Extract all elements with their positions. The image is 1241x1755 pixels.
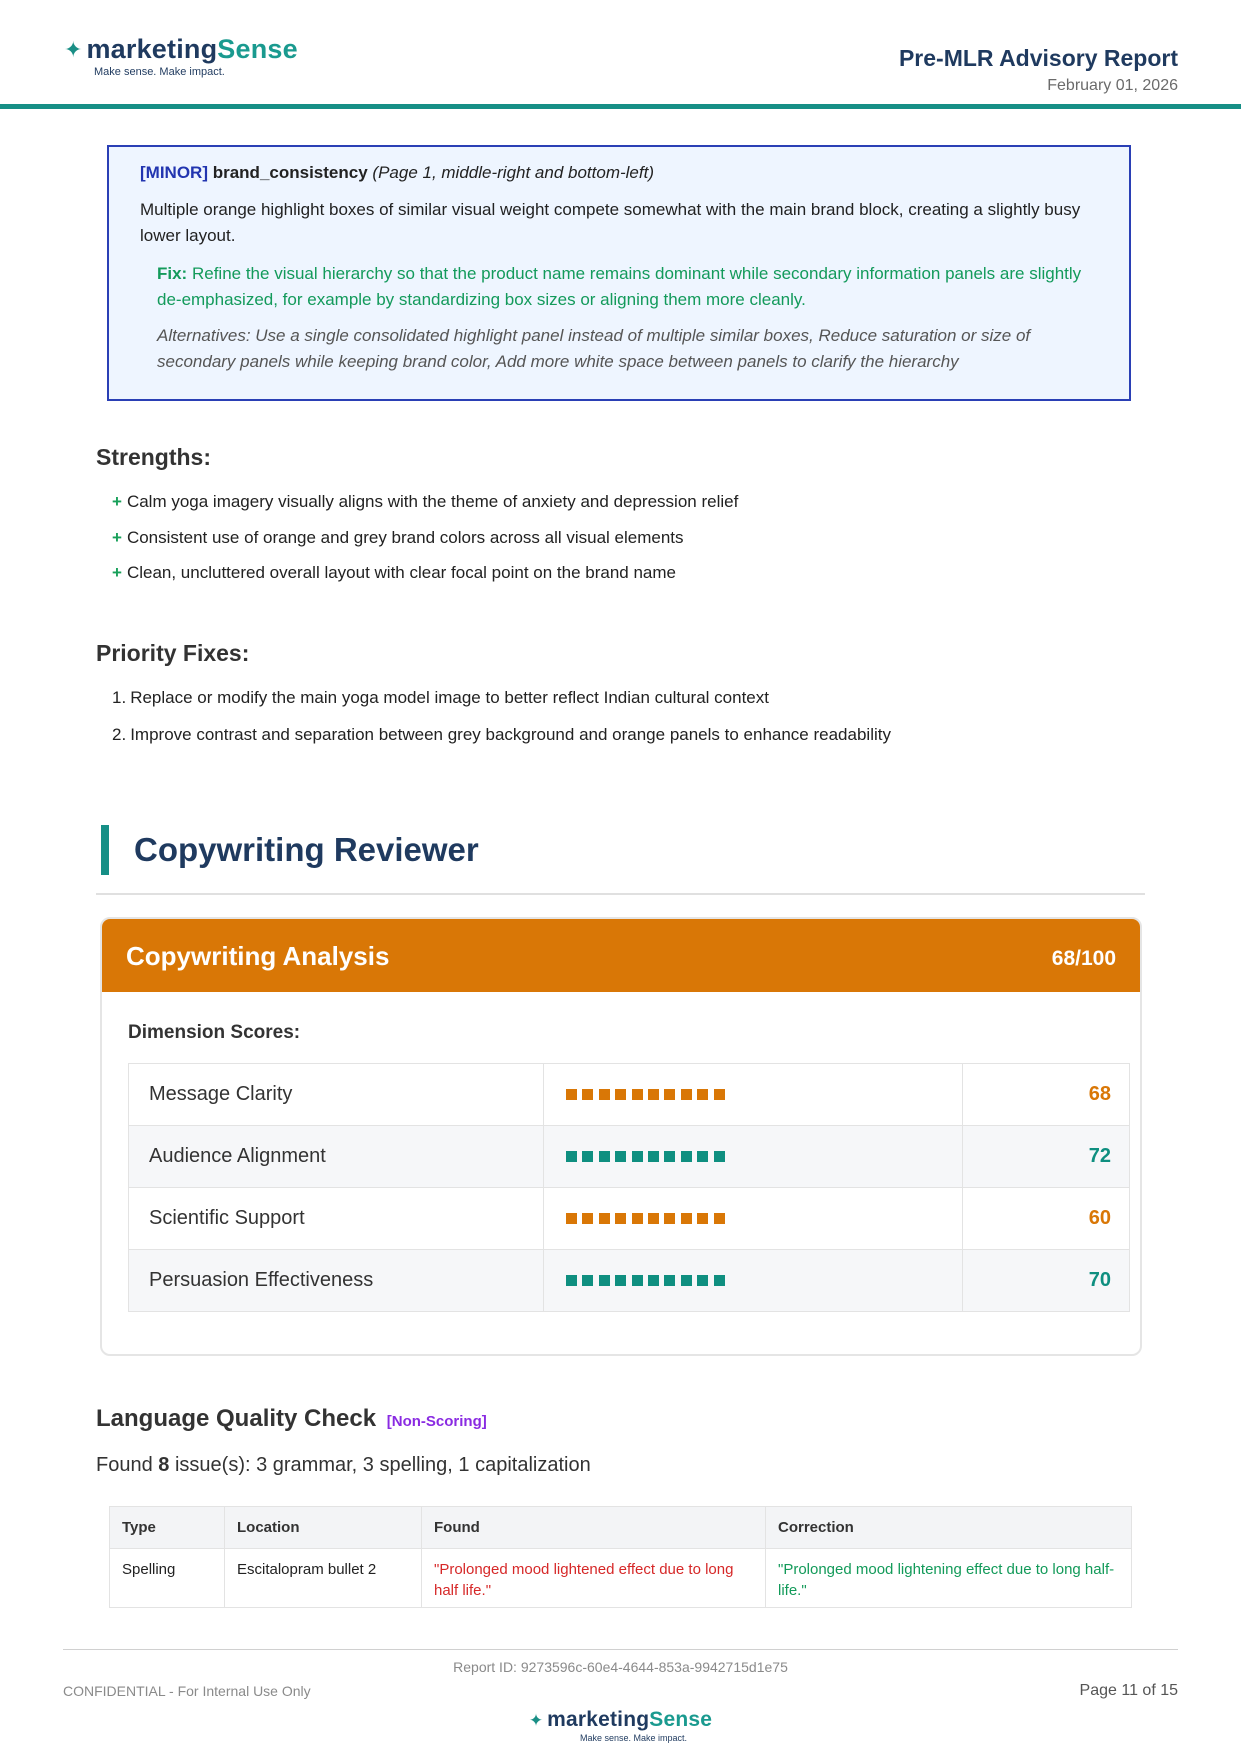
plus-icon: + — [112, 527, 122, 547]
issue-description: Multiple orange highlight boxes of similar visual weight compete somewhat with the main brand block, creating a slightly busy lower layout. — [140, 200, 1081, 245]
dimension-scores-table — [128, 1063, 1130, 1312]
score-square — [697, 1089, 708, 1100]
issues-summary: Found 8 issue(s): 3 grammar, 3 spelling, 1 capitalization — [96, 1454, 591, 1476]
section-title: Copywriting Reviewer — [134, 831, 479, 868]
score-square — [648, 1151, 659, 1162]
score-square — [648, 1213, 659, 1224]
brand-name: marketingSense — [86, 34, 298, 64]
dimension-row — [129, 1188, 1130, 1250]
issue-location: (Page 1, middle-right and bottom-left) — [372, 163, 654, 182]
cell-type: Spelling — [110, 1549, 225, 1608]
col-header-location: Location — [225, 1507, 422, 1549]
dimension-name: Audience Alignment — [129, 1126, 544, 1188]
brand-tagline: Make sense. Make impact. — [94, 66, 225, 78]
score-square — [648, 1089, 659, 1100]
fix-label: Fix: — [157, 264, 188, 283]
cell-correction: "Prolonged mood lightening effect due to long half-life." — [766, 1549, 1132, 1608]
dimension-score-bar — [544, 1188, 963, 1250]
footer-logo — [0, 1708, 1241, 1743]
sparkle-icon: ✦ — [64, 36, 83, 62]
copywriting-analysis-card — [100, 917, 1142, 1356]
score-square — [566, 1275, 577, 1286]
dimension-score-bar — [544, 1064, 963, 1126]
score-square — [664, 1275, 675, 1286]
list-item: + Calm yoga imagery visually aligns with the theme of anxiety and depression relief — [112, 490, 738, 526]
score-square — [681, 1089, 692, 1100]
sparkle-icon: ✦ — [528, 1710, 544, 1730]
issue-alternatives: Alternatives: Use a single consolidated highlight panel instead of multiple similar boxes, Reduce saturation or size of secondary panels while keeping brand color, Add more white space between panels to clarify the hierarchy — [157, 326, 1031, 371]
score-square — [664, 1089, 675, 1100]
priority-fixes-list — [112, 686, 891, 758]
score-square — [599, 1089, 610, 1100]
dimension-row — [129, 1126, 1130, 1188]
score-square — [681, 1275, 692, 1286]
brand-tagline: Make sense. Make impact. — [579, 1733, 688, 1743]
score-square — [582, 1275, 593, 1286]
issue-fix — [157, 261, 1098, 313]
dimension-name: Message Clarity — [129, 1064, 544, 1126]
brand-logo — [64, 34, 298, 78]
score-square — [714, 1275, 725, 1286]
dimension-score: 68 — [963, 1064, 1130, 1126]
list-item: + Clean, uncluttered overall layout with clear focal point on the brand name — [112, 561, 738, 597]
score-square — [697, 1151, 708, 1162]
dimension-row — [129, 1064, 1130, 1126]
table-header-row — [110, 1507, 1132, 1549]
dimension-score: 60 — [963, 1188, 1130, 1250]
footer-divider — [63, 1649, 1178, 1650]
strengths-heading: Strengths: — [96, 444, 211, 470]
language-check-heading: Language Quality Check [Non-Scoring] — [96, 1405, 487, 1432]
dimension-row — [129, 1250, 1130, 1312]
report-date: February 01, 2026 — [1047, 77, 1178, 94]
score-square — [648, 1275, 659, 1286]
score-square — [714, 1089, 725, 1100]
score-square — [681, 1213, 692, 1224]
score-square — [566, 1213, 577, 1224]
col-header-found: Found — [422, 1507, 766, 1549]
score-square — [714, 1151, 725, 1162]
brand-name: marketingSense — [547, 1708, 713, 1731]
issue-heading — [140, 163, 1098, 183]
score-square — [582, 1213, 593, 1224]
non-scoring-tag: [Non-Scoring] — [386, 1413, 487, 1430]
list-item: 1. Replace or modify the main yoga model image to better reflect Indian cultural context — [112, 688, 769, 707]
priority-fixes-heading: Priority Fixes: — [96, 640, 250, 666]
score-square — [582, 1151, 593, 1162]
plus-icon: + — [112, 492, 122, 511]
score-square — [632, 1089, 643, 1100]
confidential-notice: CONFIDENTIAL - For Internal Use Only — [63, 1683, 311, 1699]
card-header — [102, 919, 1140, 992]
plus-icon: + — [112, 563, 122, 582]
section-accent-bar — [101, 825, 109, 875]
score-square — [632, 1275, 643, 1286]
list-item: + Consistent use of orange and grey brand colors across all visual elements — [112, 526, 738, 562]
language-issues-table — [109, 1506, 1132, 1608]
dimension-score: 72 — [963, 1126, 1130, 1188]
report-id: Report ID: 9273596c-60e4-4644-853a-9942715d1e75 — [453, 1659, 788, 1675]
dimension-score-bar — [544, 1250, 963, 1312]
score-square — [664, 1213, 675, 1224]
severity-badge: [MINOR] — [140, 163, 208, 182]
table-row — [110, 1549, 1132, 1608]
score-square — [615, 1213, 626, 1224]
score-square — [664, 1151, 675, 1162]
score-square — [632, 1213, 643, 1224]
minor-issue-card — [107, 145, 1131, 401]
score-square — [697, 1275, 708, 1286]
score-square — [599, 1213, 610, 1224]
score-square — [582, 1089, 593, 1100]
score-square — [566, 1151, 577, 1162]
section-divider — [96, 893, 1145, 895]
issue-count: 8 — [158, 1454, 170, 1476]
dimension-score-bar — [544, 1126, 963, 1188]
col-header-correction: Correction — [766, 1507, 1132, 1549]
fix-text: Refine the visual hierarchy so that the product name remains dominant while secondary information panels are slightly de-emphasized, for example by standardizing box sizes or aligning them more cleanly. — [157, 264, 1082, 309]
strengths-list — [112, 490, 738, 597]
cell-found: "Prolonged mood lightened effect due to long half life." — [422, 1549, 766, 1608]
score-square — [681, 1151, 692, 1162]
score-square — [615, 1151, 626, 1162]
dimension-score: 70 — [963, 1250, 1130, 1312]
score-square — [566, 1089, 577, 1100]
card-title: Copywriting Analysis — [126, 941, 390, 971]
header-divider — [0, 104, 1241, 109]
col-header-type: Type — [110, 1507, 225, 1549]
score-square — [599, 1275, 610, 1286]
score-square — [697, 1213, 708, 1224]
overall-score: 68/100 — [1051, 947, 1116, 970]
cell-location: Escitalopram bullet 2 — [225, 1549, 422, 1608]
list-item: 2. Improve contrast and separation between grey background and orange panels to enhance readability — [112, 724, 891, 744]
dimension-name: Scientific Support — [129, 1188, 544, 1250]
issue-category: brand_consistency — [212, 163, 368, 182]
dimension-scores-label: Dimension Scores: — [128, 1022, 301, 1043]
dimension-name: Persuasion Effectiveness — [129, 1250, 544, 1312]
score-square — [599, 1151, 610, 1162]
score-square — [714, 1213, 725, 1224]
page-number: Page 11 of 15 — [1079, 1682, 1178, 1699]
page-header — [0, 0, 1241, 110]
score-square — [632, 1151, 643, 1162]
score-square — [615, 1275, 626, 1286]
report-title: Pre-MLR Advisory Report — [898, 45, 1178, 71]
score-square — [615, 1089, 626, 1100]
